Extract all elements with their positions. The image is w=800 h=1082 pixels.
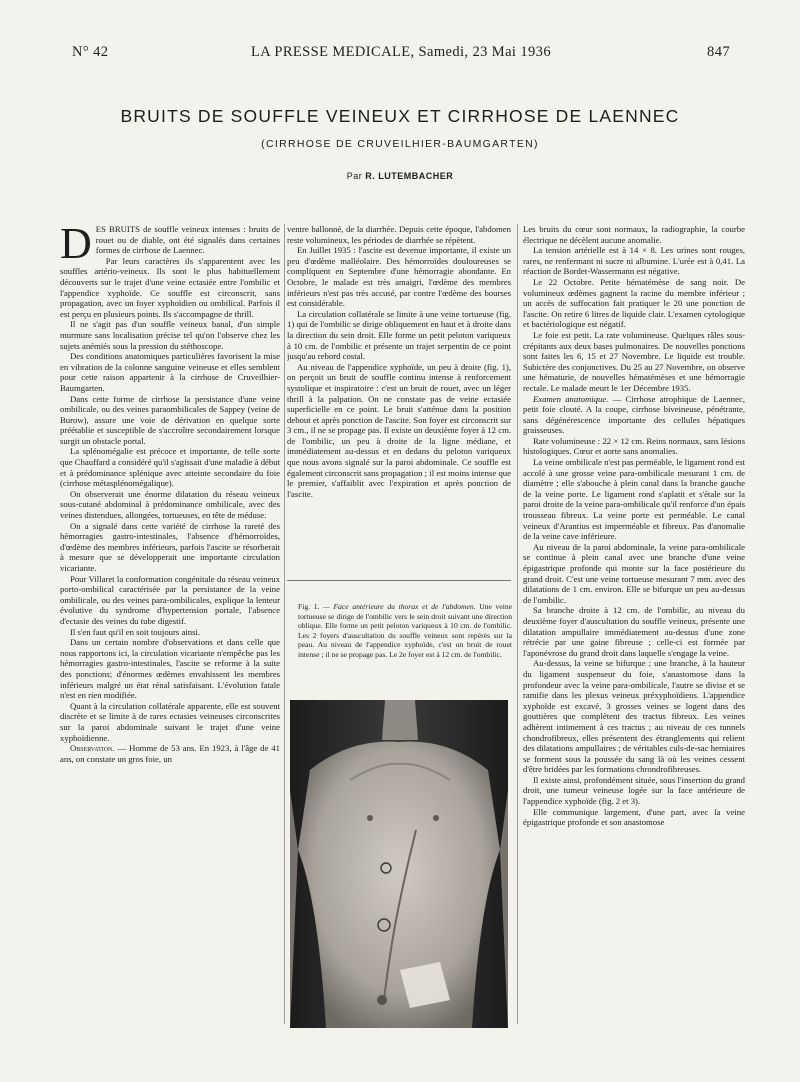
observation-label: Observation. (70, 743, 115, 754)
running-header (72, 44, 730, 66)
paragraph: Au-dessus, la veine se bifurque ; une branche, à la hauteur du ligament suspenseur du foie, s'anastomose dans la profondeur avec la veine para-ombilicale, l'autre se divise et se ramifie dans les plexus veineux préxyphoïdiens. L'appendice xyphoïde est excavé, 3 grosses veines se logent dans des gouttières que complètent des tractus fibreux. Les veines adhèrent intimement à ces tractus ; au niveau de ces tunnels chondrofibreux, elles présentent des étranglements qui relient des dilatations ampullaires ; de véritables culs-de-sac herniaires se forment sous la poussée du sang là où les veines cessent d'être bridées par les formations chrondrofibreuses. (523, 658, 745, 775)
caption-text (298, 602, 512, 660)
figure-rule (287, 580, 511, 581)
paragraph: Le 22 Octobre. Petite hématémèse de sang noir. De volumineux œdèmes gagnent la racine du membre inférieur ; un accès de suffocation fait pratiquer le 20 une ponction de l'ascite. On retire 6 litres de liquide clair. L'examen cytologique et bactériologique est négatif. (523, 276, 745, 330)
figure-label: Fig. 1. (298, 602, 320, 611)
column-divider-right (517, 224, 518, 1024)
paragraph: Au niveau de l'appendice xyphoïde, un peu à droite (fig. 1), on perçoit un bruit de souffle continu intense à renforcement systolique et inspiratoire : c'est un bruit de rouet, avec un léger thrill à la palpation. On ne constate pas de veine ectasiée superficielle en ce point. Le bruit s'atténue dans la position debout et après ponction de l'ascite. Son foyer est circonscrit sur 3 cm., il ne se propage pas. Il existe un deuxième foyer à 12 cm. de l'ombilic, un peu à droite de la ligne médiane, et immédiatement au-dessus et en dedans du peloton variqueux que nous avons signalé sur la paroi abdominale. Ce souffle est également circonscrit sans propagation ; il est moins intense que le premier, s'affaiblit avec l'expiration et après ponction de l'ascite. (287, 361, 511, 499)
author-line (0, 171, 800, 181)
paragraph: La circulation collatérale se limite à une veine tortueuse (fig. 1) qui de l'ombilic se dirige obliquement en haut et à droite dans la direction du sein droit. Elle forme un petit peloton variqueux à 10 cm. de l'ombilic et présente un trajet serpentin de ce point jusqu'au rebord costal. (287, 308, 511, 362)
paragraph: Il s'en faut qu'il en soit toujours ainsi. (70, 626, 201, 637)
paragraph: Pour Villaret la conformation congénitale du réseau veineux porto-ombilical caractérisée par la persistance de la veine ombilicale, ou des veines para-ombilicales, explique la lenteur évolutive du syndrome d'hypertension portale, l'absence d'ectasie des veines du tube digestif. (60, 573, 280, 626)
paragraph: Au niveau de la paroi abdominale, la veine para-ombilicale se continue à plein canal avec une branche d'une veine épigastrique profonde qui monte sur la face postérieure du grand droit. C'est une veine tortueuse mesurant 7 mm. avec des dilatations de 1 cm. environ. Elle se bifurque un peu au-dessus de l'ombilic. (523, 541, 745, 605)
figure-photograph (290, 700, 508, 1028)
paragraph: La veine ombilicale n'est pas perméable, le ligament rond est accolé à une grosse veine para-ombilicale mesurant 1 cm. de diamètre ; elle s'abouche à plein canal dans la branche gauche de la veine porte. Le ligament rond s'aplatit et s'étale sur la paroi droite de la veine para-ombilicale qu'il renforce d'un épais trousseau fibreux. La veine porte est perméable. Le canal veineux d'Arantius est imperméable et fibreux. Pas d'anomalie de la veine cave inférieure. (523, 457, 745, 542)
paragraph (60, 743, 280, 764)
text-column-2 (287, 224, 511, 570)
paragraph: Dans un certain nombre d'observations et dans celle que nous rapportons ici, la circulation vicariante n'empêche pas les hémorragies gastro-intestinales, l'ascite se reforme à la suite des ponctions; d'énormes œdèmes envahissent les membres inférieurs malgré un état rénal satisfaisant. L'évolution fatale n'est en rien modifiée. (60, 637, 280, 701)
paragraph: Il ne s'agit pas d'un souffle veineux banal, d'un simple murmure sans localisation précise tel qu'on l'observe chez les sujets anémiés sous la pression du stéthoscope. (60, 319, 280, 351)
paragraph: Sa branche droite à 12 cm. de l'ombilic, au niveau du deuxième foyer d'auscultation du souffle veineux, présente une dilatation ampullaire immédiatement au-dessus d'une zone rétrécie par une gaine fibreuse ; celle-ci est formée par l'aponévrose du grand droit dans laquelle s'engage la veine. (523, 605, 745, 658)
paragraph: On a signalé dans cette variété de cirrhose la rareté des hémorragies gastro-intestinales, l'absence d'hémorroïdes, d'œdème des membres inférieurs, parfois l'ascite se résorberait à mesure que se développerait une importante circulation vicariante. (60, 520, 280, 573)
text-column-1 (60, 224, 280, 1016)
paragraph-text: — Cirrhose atrophique de Laennec, petit foie clouté. A la coupe, cirrhose biveineuse, pénétrante, sans dégénérescence importante des cellules hépatiques graisseuses. (523, 393, 745, 436)
paragraph: ventre ballonné, de la diarrhée. Depuis cette époque, l'abdomen reste volumineux, les périodes de diarrhée se répètent. (287, 224, 511, 245)
paragraph-text: — Homme de 53 ans. En 1923, à l'âge de 41 ans, on constate un gros foie, un (60, 743, 280, 764)
text-column-3 (523, 224, 745, 1016)
paragraph (523, 394, 745, 436)
page-number: 847 (707, 44, 730, 60)
paragraph: Par leurs caractères ils s'apparentent avec les souffles artério-veineux. Ils sont le plus habituellement découverts sur le trajet d'une veine ectasiée entre l'ombilic et l'appendice xyphoïde. Ce souffle est circonscrit, sans propagation, avec un foyer xyphoïdien ou ombilical. Parfois il est perçu en plusieurs points. Ils s'accompagne de thrill. (60, 255, 280, 319)
paragraph (60, 224, 280, 268)
paragraph: En Juillet 1935 : l'ascite est devenue importante, il existe un peu d'œdème malléolaire. Des hémorroïdes douloureuses se compliquent en Septembre d'une hémorragie abondante. En Octobre, le malade est très amaigri, l'œdème des membres inférieurs n'est pas très accusé, par contre l'œdème des bourses est considérable. (287, 245, 511, 309)
journal-title-date: LA PRESSE MEDICALE, Samedi, 23 Mai 1936 (251, 44, 551, 60)
figure-title: — Face antérieure du thorax et de l'abdomen. (319, 602, 476, 611)
paragraph: Les bruits du cœur sont normaux, la radiographie, la courbe électrique ne décèlent aucune anomalie. (523, 224, 745, 245)
drop-cap: D (60, 224, 92, 268)
paragraph: Dans cette forme de cirrhose la persistance d'une veine ombilicale, ou des veines paraombilicales de Sappey (veine de Burow), assure une voie de dérivation en quelque sorte préétablie et susceptible de s'accroître secondairement lorsque surgit un obstacle portal. (60, 393, 280, 446)
paragraph: Elle communique largement, d'une part, avec la veine épigastrique profonde et son anastomose (523, 806, 745, 828)
paragraph-text: ES BRUITS de souffle veineux intenses : bruits de rouet ou de diable, ont été signalés dans certaines formes de cirrhose de Laennec. (95, 224, 280, 256)
paragraph: Des conditions anatomiques particulières favorisent la mise en vibration de la colonne sanguine veineuse et elles semblent pour cette raison appartenir à la cirrhose de Cruveilhier-Baumgarten. (60, 351, 280, 393)
issue-number: N° 42 (72, 44, 109, 60)
article-subtitle: (CIRRHOSE DE CRUVEILHIER-BAUMGARTEN) (261, 138, 539, 150)
column-divider-left (284, 224, 285, 1024)
author-name: R. LUTEMBACHER (365, 171, 454, 181)
torso-photo-illustration (290, 700, 508, 1028)
paragraph: Il existe ainsi, profondément située, sous l'insertion du grand droit, une tumeur veineuse logée sur la face antérieure de l'appendice xyphoïde (fig. 2 et 3). (523, 774, 745, 807)
paragraph: Quant à la circulation collatérale apparente, elle est souvent discrète et se limite à de rares ectasies veineuses circonscrites sur la paroi abdominale suivant le trajet d'une veine xyphoïdienne. (60, 700, 280, 743)
paragraph: La splénomégalie est précoce et importante, de telle sorte que Chauffard a considéré qu'il s'agissait d'une maladie à début et à prédominance splénique avec atteinte secondaire du foie (cirrhose métasplénomégalique). (60, 446, 280, 489)
section-label: Examen anatomique. (533, 393, 609, 404)
paragraph: Rate volumineuse : 22 × 12 cm. Reins normaux, sans lésions histologiques. Cœur et aorte sans anomalies. (523, 435, 745, 457)
paragraph: La tension artérielle est à 14 × 8. Les urines sont rouges, rares, ne renfermant ni sucre ni albumine. L'urée est à 0,41. La réaction de Bordet-Wassermann est négative. (523, 245, 745, 277)
article-title: BRUITS DE SOUFFLE VEINEUX ET CIRRHOSE DE LAENNEC (120, 106, 680, 126)
figure-description: Une veine tortueuse se dirige de l'ombilic vers le sein droit suivant une direction oblique. Elle forme un petit peloton variqueux à 10 cm. de l'ombilic. Les 2 foyers d'auscultation du souffle veineux sont repérés sur la peau. Au niveau de l'appendice xyphoïde, c'est un bruit de rouet intense ; il ne se propage pas. Le 2e foyer est à 12 cm. de l'ombilic. (298, 602, 512, 659)
figure-caption (298, 602, 512, 660)
author-prefix: Par (346, 171, 363, 181)
paragraph: Le foie est petit. La rate volumineuse. Quelques râles sous-crépitants aux deux bases pulmonaires. De nouvelles ponctions sont faites les 6, 15 et 27 Novembre. Le liquide est trouble. Subictère des conjonctives. Du 25 au 27 Novembre, on observe une hématurie, de nouvelles hématémèses et une hémorragie rectale. Le malade meurt le 1er Décembre 1935. (523, 329, 745, 393)
paragraph: On observerait une énorme dilatation du réseau veineux sous-cutané abdominal à prédominance ombilicale, avec des veines distendues, allongées, tortueuses, en tête de méduse. (60, 488, 280, 521)
